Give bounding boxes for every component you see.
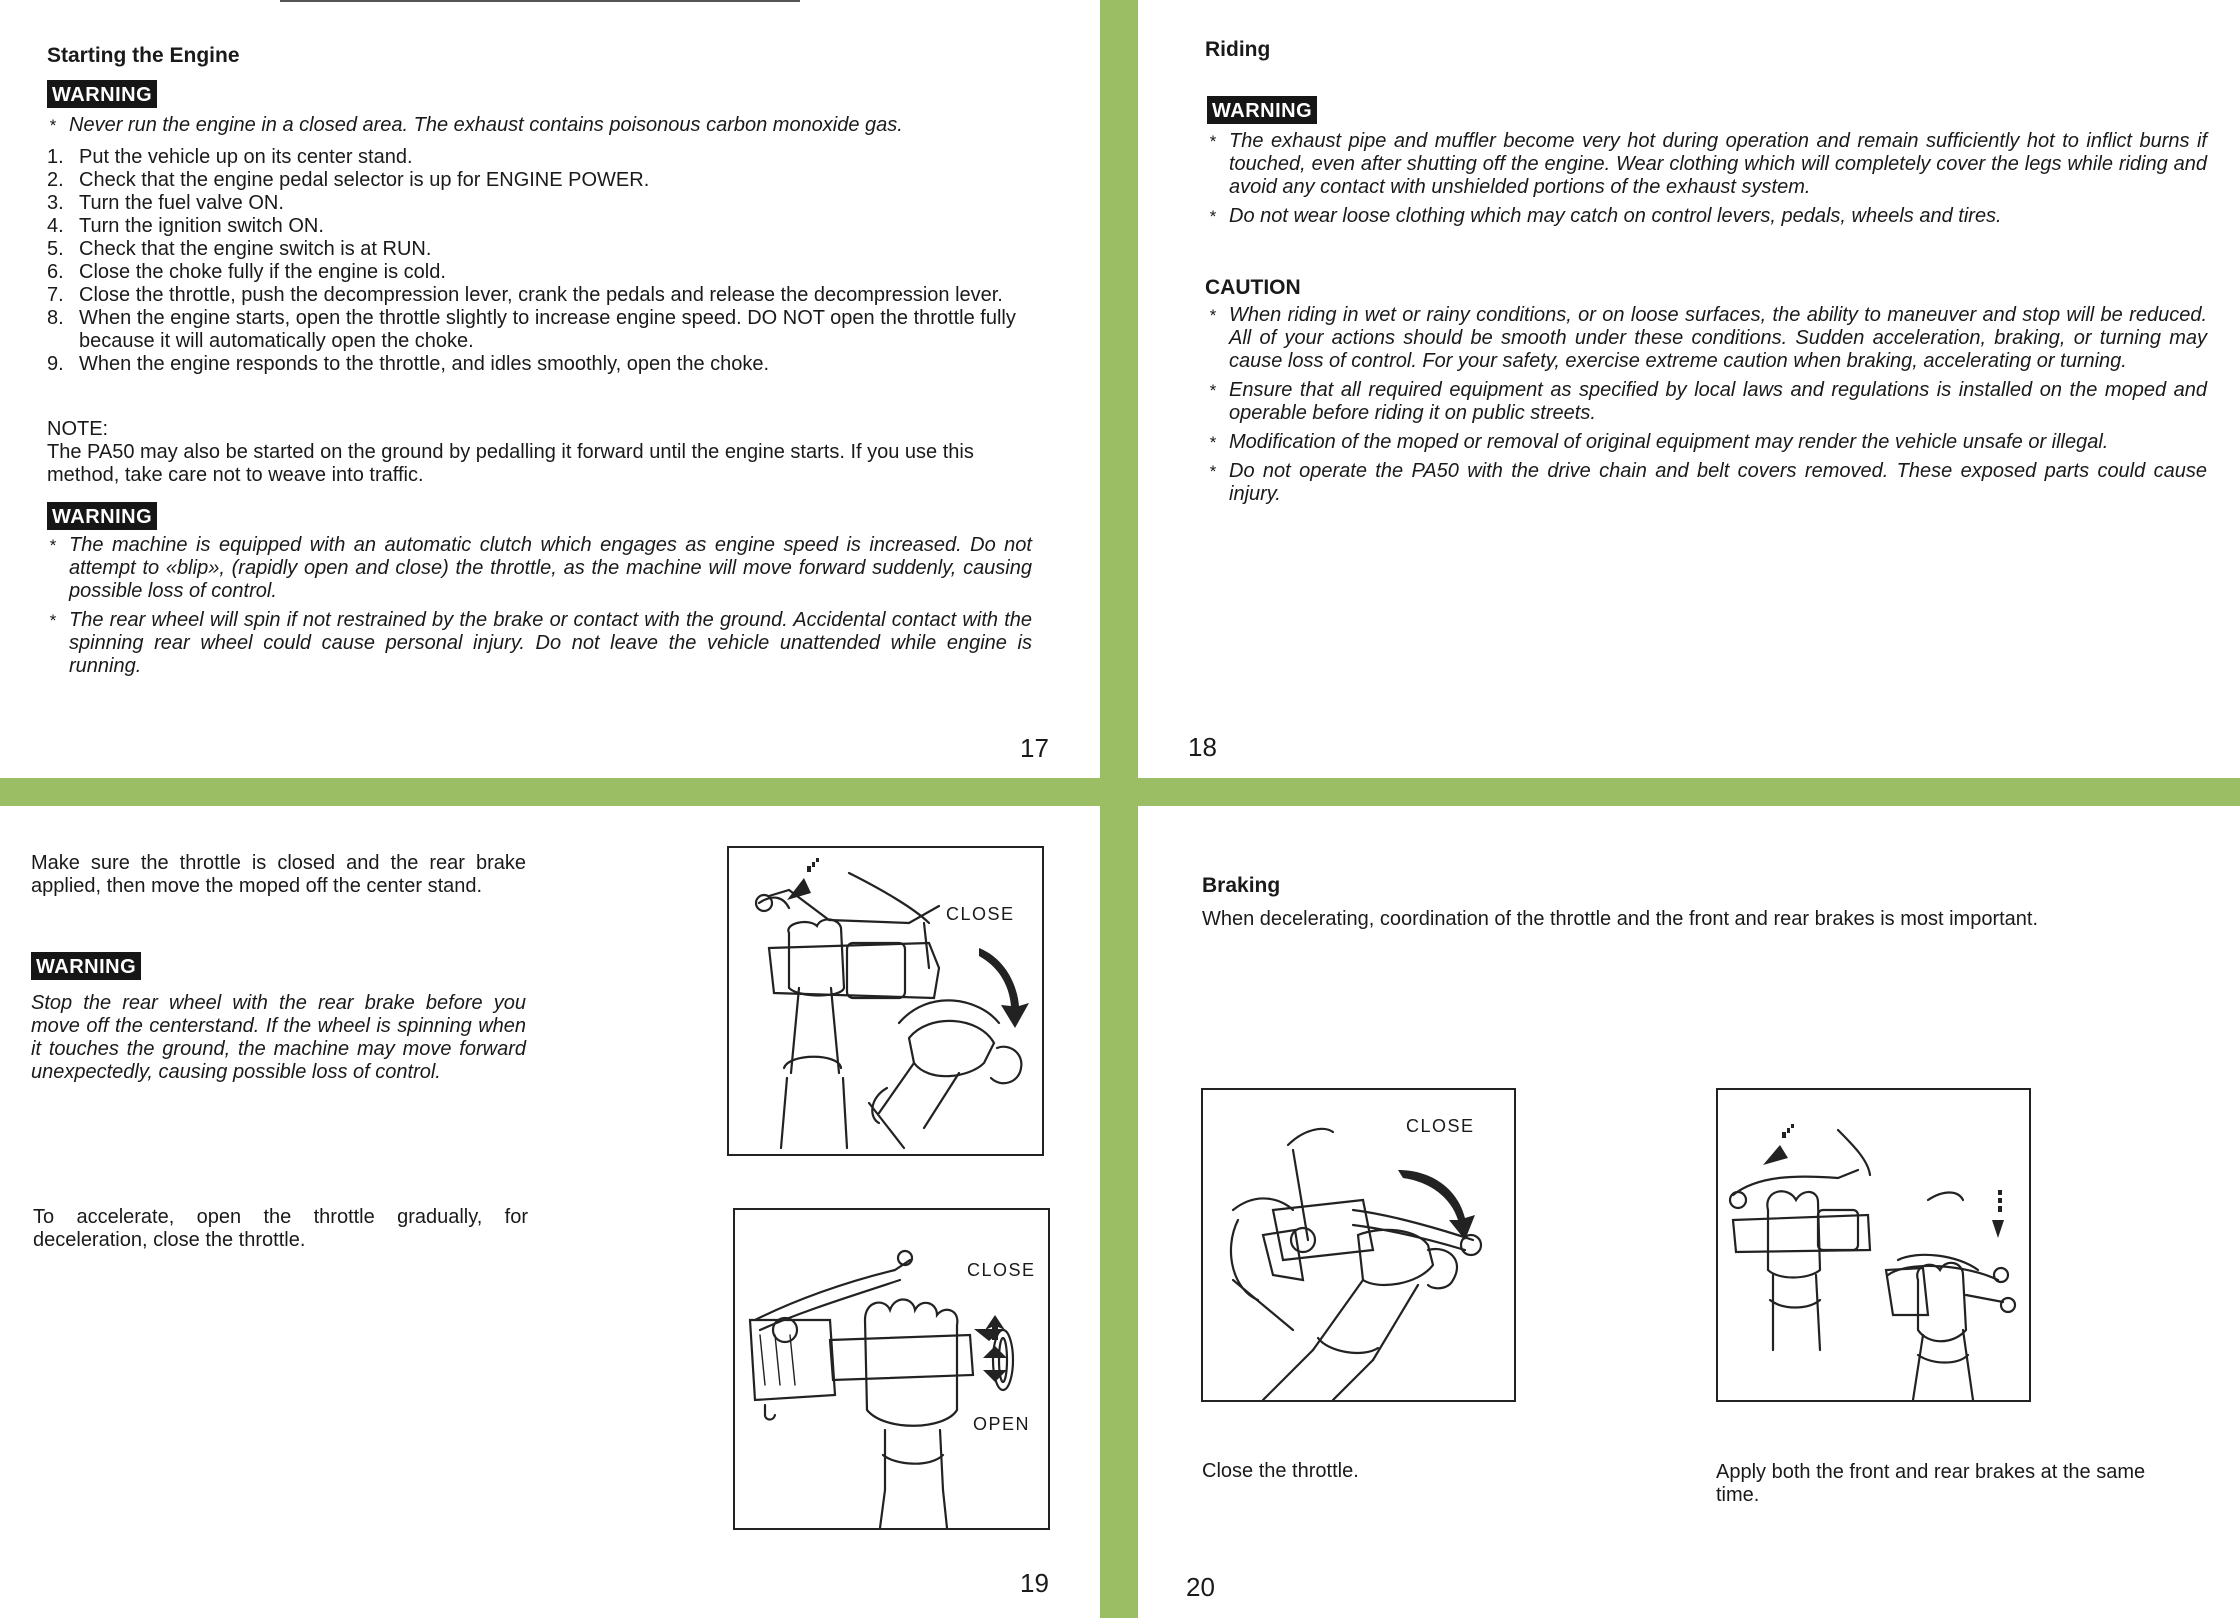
figure-throttle-close <box>727 846 1044 1156</box>
step-text: Close the choke fully if the engine is cold. <box>79 261 446 283</box>
hand-brake-illustration <box>729 848 1042 1154</box>
step-item <box>47 261 1037 284</box>
asterisk-icon: * <box>49 611 56 630</box>
step-number: 3. <box>47 192 64 214</box>
accelerate-text: To accelerate, open the throttle gradually, for deceleration, close the throttle. <box>33 1206 528 1251</box>
warning-badge: WARNING <box>47 80 157 108</box>
warning-bullet <box>47 114 1059 137</box>
caution-text: Ensure that all required equipment as specified by local laws and regulations is installed on the moped and operable before riding it on public streets. <box>1229 379 2207 424</box>
figure-apply-brakes <box>1716 1088 2031 1402</box>
asterisk-icon: * <box>1209 462 1216 481</box>
step-item <box>47 353 1037 376</box>
step-item <box>47 307 1037 353</box>
page-number: 19 <box>1020 1568 1049 1598</box>
asterisk-icon: * <box>1209 207 1216 226</box>
open-label: OPEN <box>973 1414 1031 1434</box>
page-heading: Starting the Engine <box>47 44 240 67</box>
asterisk-icon: * <box>1209 433 1216 452</box>
caution-bullet <box>1207 431 2207 454</box>
page-heading: Riding <box>1205 38 1271 61</box>
caution-text: Modification of the moped or removal of original equipment may render the vehicle unsafe or illegal. <box>1229 431 2109 453</box>
step-number: 4. <box>47 215 64 237</box>
top-rule <box>280 0 800 2</box>
warning-text: Never run the engine in a closed area. The exhaust contains poisonous carbon monoxide gas. <box>69 114 903 136</box>
step-item <box>47 284 1037 307</box>
warning-text: Stop the rear wheel with the rear brake before you move off the centerstand. If the wheel is spinning when it touches the ground, the machine may move forward unexpectedly, causing possible loss of control. <box>31 992 526 1083</box>
page-number: 20 <box>1186 1572 1215 1602</box>
warning-bullet <box>1207 130 2207 199</box>
caption-apply-brakes: Apply both the front and rear brakes at the same time. <box>1716 1461 2146 1506</box>
note-text: The PA50 may also be started on the ground by pedalling it forward until the engine starts. If you use this method, take care not to weave into traffic. <box>47 441 974 486</box>
intro-text: Make sure the throttle is closed and the rear brake applied, then move the moped off the center stand. <box>31 852 526 897</box>
caution-bullet <box>1207 304 2207 373</box>
page-17 <box>0 0 1100 778</box>
step-number: 8. <box>47 307 64 329</box>
intro-text: When decelerating, coordination of the throttle and the front and rear brakes is most important. <box>1202 908 2039 930</box>
step-text: When the engine starts, open the throttle slightly to increase engine speed. DO NOT open the throttle fully because it will automatically open the choke. <box>79 307 1016 352</box>
warning-badge: WARNING <box>1207 96 1317 124</box>
asterisk-icon: * <box>49 116 56 135</box>
step-item <box>47 192 1037 215</box>
caption-close-throttle: Close the throttle. <box>1202 1460 1359 1482</box>
close-label: CLOSE <box>967 1260 1036 1280</box>
warning-list <box>47 534 1032 678</box>
step-item <box>47 169 1037 192</box>
page-19 <box>0 806 1100 1618</box>
step-number: 2. <box>47 169 64 191</box>
steps-list <box>47 146 1037 376</box>
warning-text: The exhaust pipe and muffler become very hot during operation and remain sufficiently hot to inflict burns if touched, even after shutting off the engine. Wear clothing which will completely cover the legs while riding and avoid any contact with unshielded portions of the exhaust system. <box>1229 130 2207 198</box>
step-text: Turn the ignition switch ON. <box>79 215 324 237</box>
step-text: Turn the fuel valve ON. <box>79 192 284 214</box>
asterisk-icon: * <box>49 536 56 555</box>
step-item <box>47 238 1037 261</box>
warning-badge: WARNING <box>31 952 141 980</box>
step-item <box>47 215 1037 238</box>
figure-close-throttle <box>1201 1088 1516 1402</box>
asterisk-icon: * <box>1209 132 1216 151</box>
note-label: NOTE: <box>47 418 109 440</box>
warning-text: The machine is equipped with an automatic clutch which engages as engine speed is increased. Do not attempt to «blip», (rapidly open and close) the throttle, as the machine will move forward suddenly, causing possible loss of control. <box>69 534 1032 602</box>
close-label: CLOSE <box>1406 1116 1475 1136</box>
throttle-grip-illustration <box>735 1210 1048 1528</box>
warning-text: Do not wear loose clothing which may catch on control levers, pedals, wheels and tires. <box>1229 205 2002 227</box>
caution-text: When riding in wet or rainy conditions, or on loose surfaces, the ability to maneuver and stop will be reduced. All of your actions should be smooth under these conditions. Sudden acceleration, braking, or turning may cause loss of control. For your safety, exercise extreme caution when braking, accelerating or turning. <box>1229 304 2207 372</box>
step-number: 1. <box>47 146 64 168</box>
warning-list <box>1207 130 2207 228</box>
caution-text: Do not operate the PA50 with the drive chain and belt covers removed. These exposed parts could cause injury. <box>1229 460 2207 505</box>
asterisk-icon: * <box>1209 381 1216 400</box>
page-heading: Braking <box>1202 874 1281 897</box>
step-number: 6. <box>47 261 64 283</box>
step-text: Put the vehicle up on its center stand. <box>79 146 413 168</box>
step-number: 7. <box>47 284 64 306</box>
step-number: 5. <box>47 238 64 260</box>
warning-bullet <box>47 609 1032 678</box>
step-text: Close the throttle, push the decompression lever, crank the pedals and release the decompression lever. <box>79 284 1003 306</box>
caution-bullet <box>1207 379 2207 425</box>
figure-throttle-open-close <box>733 1208 1050 1530</box>
both-brakes-illustration <box>1718 1090 2029 1400</box>
warning-text: The rear wheel will spin if not restrained by the brake or contact with the ground. Accidental contact with the spinning rear wheel could cause personal injury. Do not leave the vehicle unattended while engine is running. <box>69 609 1032 677</box>
warning-bullet <box>1207 205 2207 228</box>
caution-list <box>1207 304 2207 506</box>
warning-badge: WARNING <box>47 502 157 530</box>
page-18 <box>1138 0 2240 778</box>
close-label: CLOSE <box>946 904 1015 924</box>
caution-heading: CAUTION <box>1205 276 1301 299</box>
asterisk-icon: * <box>1209 306 1216 325</box>
page-20 <box>1138 806 2240 1618</box>
step-number: 9. <box>47 353 64 375</box>
step-text: When the engine responds to the throttle, and idles smoothly, open the choke. <box>79 353 770 375</box>
page-number: 17 <box>1020 733 1049 763</box>
step-item <box>47 146 1037 169</box>
step-text: Check that the engine switch is at RUN. <box>79 238 432 260</box>
step-text: Check that the engine pedal selector is up for ENGINE POWER. <box>79 169 650 191</box>
page-number: 18 <box>1188 732 1217 762</box>
warning-bullet <box>47 534 1032 603</box>
caution-bullet <box>1207 460 2207 506</box>
